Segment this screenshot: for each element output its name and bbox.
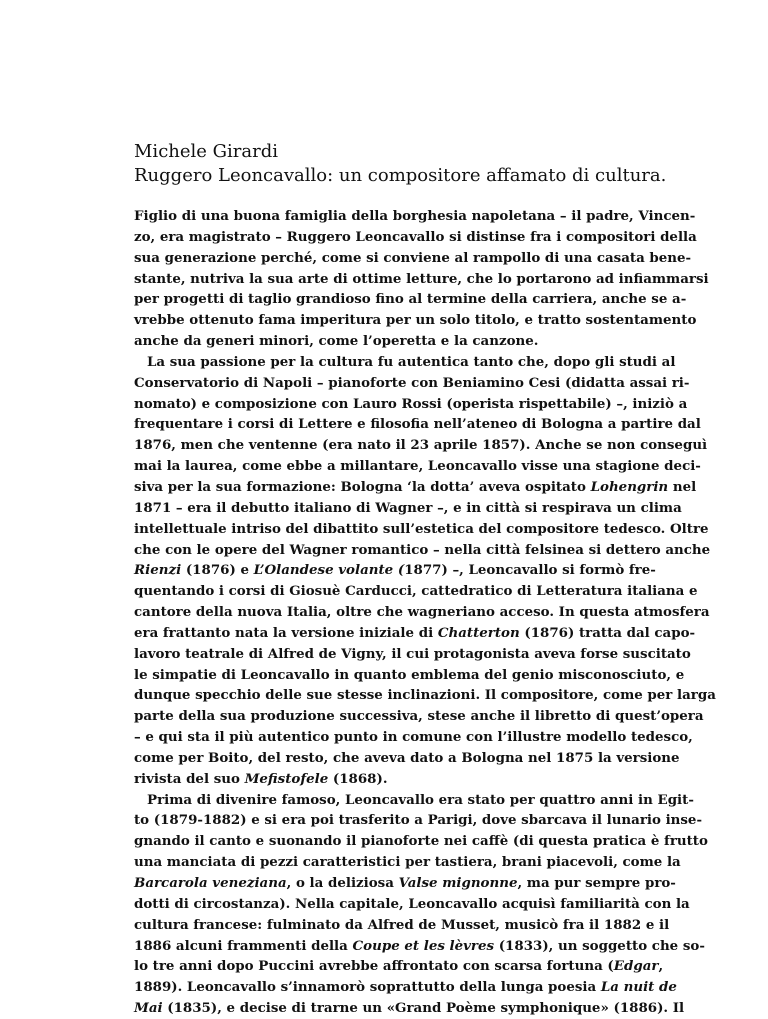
text-line bbox=[134, 519, 709, 540]
text-run: anche da generi minori, come l’operetta e la canzone. bbox=[134, 333, 539, 350]
text-run: 1876, men che ventenne (era nato il 23 aprile 1857). Anche se non conseguì bbox=[134, 437, 708, 454]
text-run: lo tre anni dopo Puccini avrebbe affrontato con scarsa fortuna ( bbox=[134, 958, 614, 975]
text-line bbox=[134, 331, 636, 352]
text-line bbox=[134, 644, 691, 665]
text-line bbox=[134, 977, 677, 998]
italic-title: Valse mignonne bbox=[398, 875, 518, 891]
text-line bbox=[134, 623, 696, 644]
text-line bbox=[134, 289, 687, 310]
text-line bbox=[134, 435, 708, 456]
text-line bbox=[134, 998, 685, 1019]
text-run: 1886 alcuni frammenti della bbox=[134, 937, 348, 954]
text-run: una manciata di pezzi caratteristici per tastiera, brani piacevoli, come la bbox=[134, 854, 681, 871]
italic-title: Mai bbox=[134, 1000, 163, 1017]
text-run: rivista del suo bbox=[134, 770, 240, 787]
italic-title: La nuit de bbox=[600, 979, 677, 996]
text-run: che con le opere del Wagner romantico – nella città felsinea si dettero anche bbox=[134, 541, 711, 558]
text-line bbox=[134, 873, 676, 894]
text-line bbox=[134, 456, 701, 477]
text-line bbox=[134, 665, 685, 686]
text-line bbox=[134, 748, 680, 769]
document-page bbox=[134, 140, 716, 1019]
text-run: dotti di circostanza). Nella capitale, Leoncavallo acquisì familiarità con la bbox=[134, 895, 690, 912]
text-line bbox=[134, 206, 696, 227]
italic-title: L’Olandese volante ( bbox=[253, 562, 405, 579]
italic-title: Mefistofele bbox=[244, 770, 329, 787]
text-line bbox=[134, 810, 703, 831]
text-run: to (1879-1882) e si era poi trasferito a Parigi, dove sbarcava il lunario inse- bbox=[134, 812, 703, 829]
text-line bbox=[134, 831, 708, 852]
text-run: stante, nutriva la sua arte di ottime letture, che lo portarono ad infiammarsi bbox=[134, 270, 709, 287]
text-line bbox=[134, 477, 697, 498]
text-line bbox=[134, 310, 697, 331]
text-run: (1835), e decise di trarne un «Grand Poème symphonique» (1886). Il bbox=[167, 1000, 685, 1017]
text-run: La sua passione per la cultura fu autentica tanto che, dopo gli studi al bbox=[147, 353, 676, 370]
text-run: 1877) –, Leoncavallo si formò fre- bbox=[404, 562, 656, 579]
text-line bbox=[134, 227, 697, 248]
text-run: , ma pur sempre pro- bbox=[517, 875, 676, 891]
text-run: parte della sua produzione successiva, stese anche il libretto di quest’opera bbox=[134, 708, 704, 725]
text-line bbox=[134, 956, 664, 977]
text-line bbox=[134, 769, 636, 790]
text-run: frequentare i corsi di Lettere e filosofia nell’ateneo di Bologna a partire dal bbox=[134, 416, 701, 433]
text-line bbox=[134, 894, 690, 915]
text-line bbox=[134, 915, 670, 936]
text-line bbox=[134, 706, 704, 727]
italic-title: Chatterton bbox=[437, 624, 520, 641]
text-run: (1876) tratta dal capo- bbox=[524, 624, 696, 641]
text-run: , bbox=[658, 958, 664, 975]
text-run: siva per la sua formazione: Bologna ‘la dotta’ aveva ospitato bbox=[134, 478, 586, 495]
text-run: 1889). Leoncavallo s’innamorò soprattutto della lunga poesia bbox=[134, 979, 597, 996]
italic-title: Rienzi bbox=[134, 562, 182, 579]
text-run: (1868). bbox=[332, 770, 388, 787]
text-line bbox=[134, 936, 705, 957]
text-line bbox=[134, 414, 701, 435]
author-name: Michele Girardi bbox=[134, 141, 278, 162]
text-run: dunque specchio delle sue stesse inclinazioni. Il compositore, come per larga bbox=[134, 687, 716, 704]
text-run: quentando i corsi di Giosuè Carducci, cattedratico di Letteratura italiana e bbox=[134, 583, 698, 600]
text-run: come per Boito, del resto, che aveva dato a Bologna nel 1875 la versione bbox=[134, 749, 680, 766]
text-run: vrebbe ottenuto fama imperitura per un solo titolo, e tratto sostentamento bbox=[134, 312, 697, 329]
text-line bbox=[134, 685, 716, 706]
italic-title: Barcarola veneziana bbox=[134, 875, 287, 891]
essay-title: Ruggero Leoncavallo: un compositore affamato di cultura. bbox=[134, 165, 667, 186]
text-line bbox=[134, 540, 711, 561]
text-line bbox=[134, 373, 690, 394]
text-run: Prima di divenire famoso, Leoncavallo era stato per quattro anni in Egit- bbox=[147, 791, 694, 808]
text-run: nel bbox=[672, 478, 697, 495]
text-line bbox=[134, 394, 688, 415]
text-run: cantore della nuova Italia, oltre che wagneriano acceso. In questa atmosfera bbox=[134, 604, 710, 621]
text-line bbox=[134, 352, 676, 373]
text-run: mai la laurea, come ebbe a millantare, Leoncavallo visse una stagione deci- bbox=[134, 458, 701, 475]
text-line bbox=[134, 560, 656, 581]
text-line bbox=[134, 498, 682, 519]
text-line bbox=[134, 727, 693, 748]
text-run: zo, era magistrato – Ruggero Leoncavallo si distinse fra i compositori della bbox=[134, 228, 697, 245]
text-run: sua generazione perché, come si conviene al rampollo di una casata bene- bbox=[134, 249, 692, 266]
text-run: intellettuale intriso del dibattito sull’estetica del compositore tedesco. Oltre bbox=[134, 520, 709, 537]
text-run: , o la deliziosa bbox=[286, 875, 394, 891]
text-line bbox=[134, 790, 694, 811]
text-run: Conservatorio di Napoli – pianoforte con Beniamino Cesi (didatta assai ri- bbox=[134, 374, 690, 391]
text-line bbox=[134, 581, 698, 602]
text-line bbox=[134, 602, 710, 623]
italic-title: Coupe et les lèvres bbox=[352, 937, 495, 954]
text-run: (1876) e bbox=[185, 562, 249, 579]
text-line bbox=[134, 852, 681, 873]
text-run: era frattanto nata la versione iniziale di bbox=[134, 624, 434, 641]
text-run: lavoro teatrale di Alfred de Vigny, il cui protagonista aveva forse suscitato bbox=[134, 645, 691, 662]
text-run: (1833), un soggetto che so- bbox=[498, 937, 705, 954]
italic-title: Edgar bbox=[613, 958, 659, 975]
essay-body bbox=[134, 206, 716, 1019]
text-line bbox=[134, 269, 709, 290]
text-run: Figlio di una buona famiglia della borghesia napoletana – il padre, Vincen- bbox=[134, 208, 696, 224]
text-run: le simpatie di Leoncavallo in quanto emblema del genio misconosciuto, e bbox=[134, 666, 685, 683]
text-run: nomato) e composizione con Lauro Rossi (operista rispettabile) –, iniziò a bbox=[134, 395, 688, 412]
text-run: cultura francese: fulminato da Alfred de Musset, musicò fra il 1882 e il bbox=[134, 916, 670, 933]
italic-title: Lohengrin bbox=[590, 478, 669, 495]
text-line bbox=[134, 248, 692, 269]
text-run: 1871 – era il debutto italiano di Wagner –, e in città si respirava un clima bbox=[134, 499, 682, 516]
text-run: per progetti di taglio grandioso fino al termine della carriera, anche se a- bbox=[134, 291, 687, 308]
text-run: gnando il canto e suonando il pianoforte nei caffè (di questa pratica è frutto bbox=[134, 833, 708, 850]
text-run: – e qui sta il più autentico punto in comune con l’illustre modello tedesco, bbox=[134, 729, 693, 746]
